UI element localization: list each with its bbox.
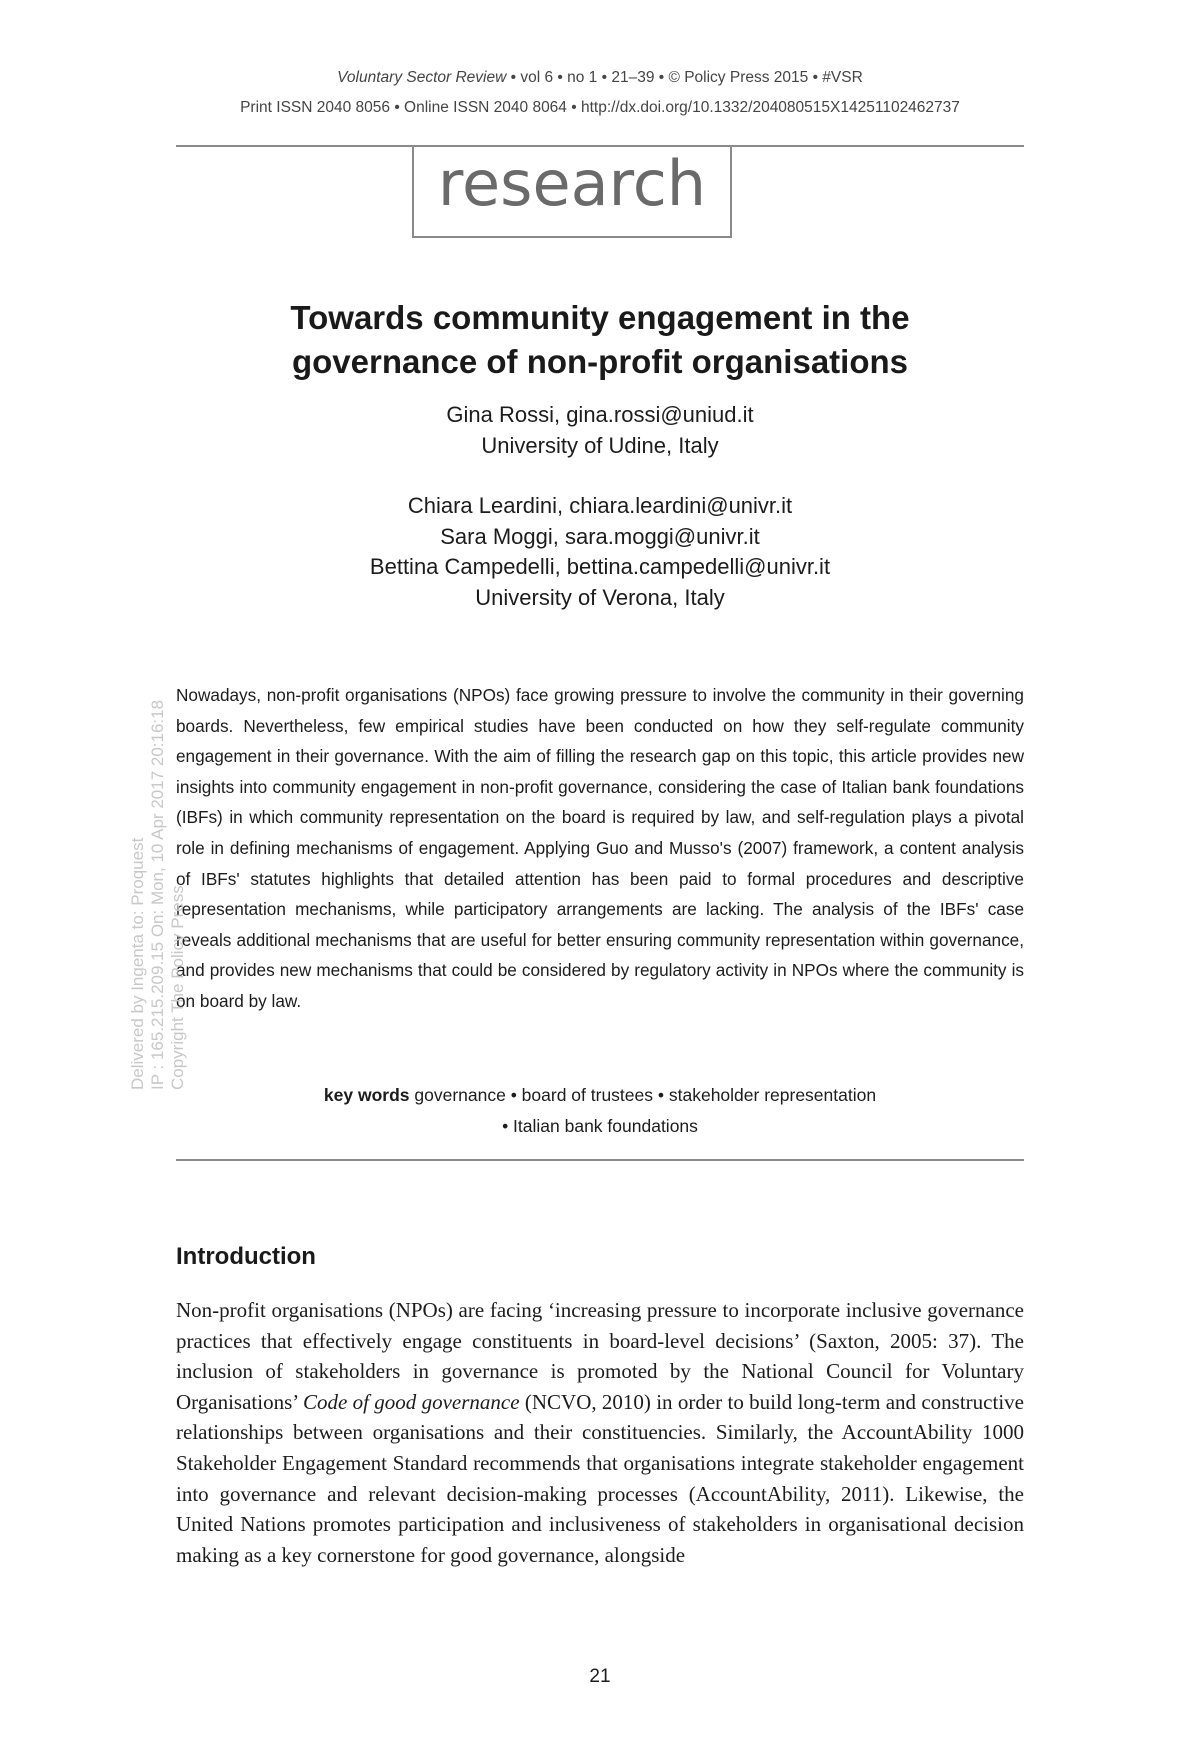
watermark-line-2: IP : 165.215.209.15 On: Mon, 10 Apr 2017 20:16:18 [148, 699, 167, 1090]
journal-header [176, 68, 1024, 88]
author-group-1 [176, 400, 1024, 461]
intro-text-italic: Code of good governance [303, 1389, 520, 1414]
affiliation-verona: University of Verona, Italy [475, 584, 725, 610]
author-bettina-campedelli: Bettina Campedelli, bettina.campedelli@univr.it [369, 554, 831, 579]
author-gina-rossi: Gina Rossi, gina.rossi@uniud.it [446, 402, 754, 427]
section-label: research [412, 146, 732, 238]
keywords-line-1: governance • board of trustees • stakeholder representation [409, 1085, 877, 1105]
watermark-line-1: Delivered by Ingenta to: Proquest [128, 837, 147, 1090]
keywords [176, 1080, 1024, 1142]
title-line-2: governance of non-profit organisations [291, 343, 909, 380]
abstract: Nowadays, non-profit organisations (NPOs) face growing pressure to involve the community in their governing boards. Nevertheless, few empirical studies have been conducted on how they self-regulate community engagement in their governance. With the aim of filling the research gap on this topic, this article provides new insights into community engagement in non-profit governance, considering the case of Italian bank foundations (IBFs) in which community representation on the board is required by law, and self-regulation plays a pivotal role in defining mechanisms of engagement. Applying Guo and Musso's (2007) framework, a content analysis of IBFs' statutes highlights that detailed attention has been paid to formal procedures and descriptive representation mechanisms, while participatory arrangements are lacking. The analysis of the IBFs' case reveals additional mechanisms that are useful for better ensuring community representation within governance, and provides new mechanisms that could be considered by regulatory activity in NPOs where the community is on board by law. [176, 685, 1024, 1011]
article-title [176, 296, 1024, 384]
watermark-line-3: Copyright The Policy Press [168, 885, 187, 1090]
author-group-2 [176, 491, 1024, 613]
bottom-divider [176, 1159, 1024, 1161]
introduction-paragraph [176, 1295, 1024, 1570]
keywords-line-2: • Italian bank foundations [502, 1116, 698, 1136]
journal-name: Voluntary Sector Review [337, 69, 507, 86]
intro-text-part-1: Non-profit organisations (NPOs) are facing ‘increasing pressure to incorporate inclusive governance practices that effectively engage constituents in board-level decisions’ (Saxton, 2005: 37). The inclusion of stakeholders in governance is promoted by the National Council for Voluntary Organisations’ [176, 1298, 1024, 1414]
page-number: 21 [589, 1666, 611, 1687]
author-chiara-leardini: Chiara Leardini, chiara.leardini@univr.it [407, 493, 793, 518]
introduction-heading: Introduction [176, 1243, 316, 1270]
affiliation-udine: University of Udine, Italy [481, 432, 719, 458]
author-sara-moggi: Sara Moggi, sara.moggi@univr.it [440, 523, 760, 549]
keywords-label: key words [323, 1085, 410, 1105]
intro-text-part-2: (NCVO, 2010) in order to build long-term and constructive relationships between organisations and their constituencies. Similarly, the AccountAbility 1000 Stakeholder Engagement Standard recommends that organisations integrate stakeholder engagement into governance and relevant decision-making processes (AccountAbility, 2011). Likewise, the United Nations promotes participation and inclusiveness of stakeholders in organisational decision making as a key cornerstone for good governance, alongside [176, 1389, 1024, 1567]
journal-info: • vol 6 • no 1 • 21–39 • © Policy Press 2015 • #VSR [506, 69, 863, 86]
title-line-1: Towards community engagement in the [290, 299, 910, 336]
issn-line: Print ISSN 2040 8056 • Online ISSN 2040 8064 • http://dx.doi.org/10.1332/204080515X14251102462737 [240, 99, 960, 116]
